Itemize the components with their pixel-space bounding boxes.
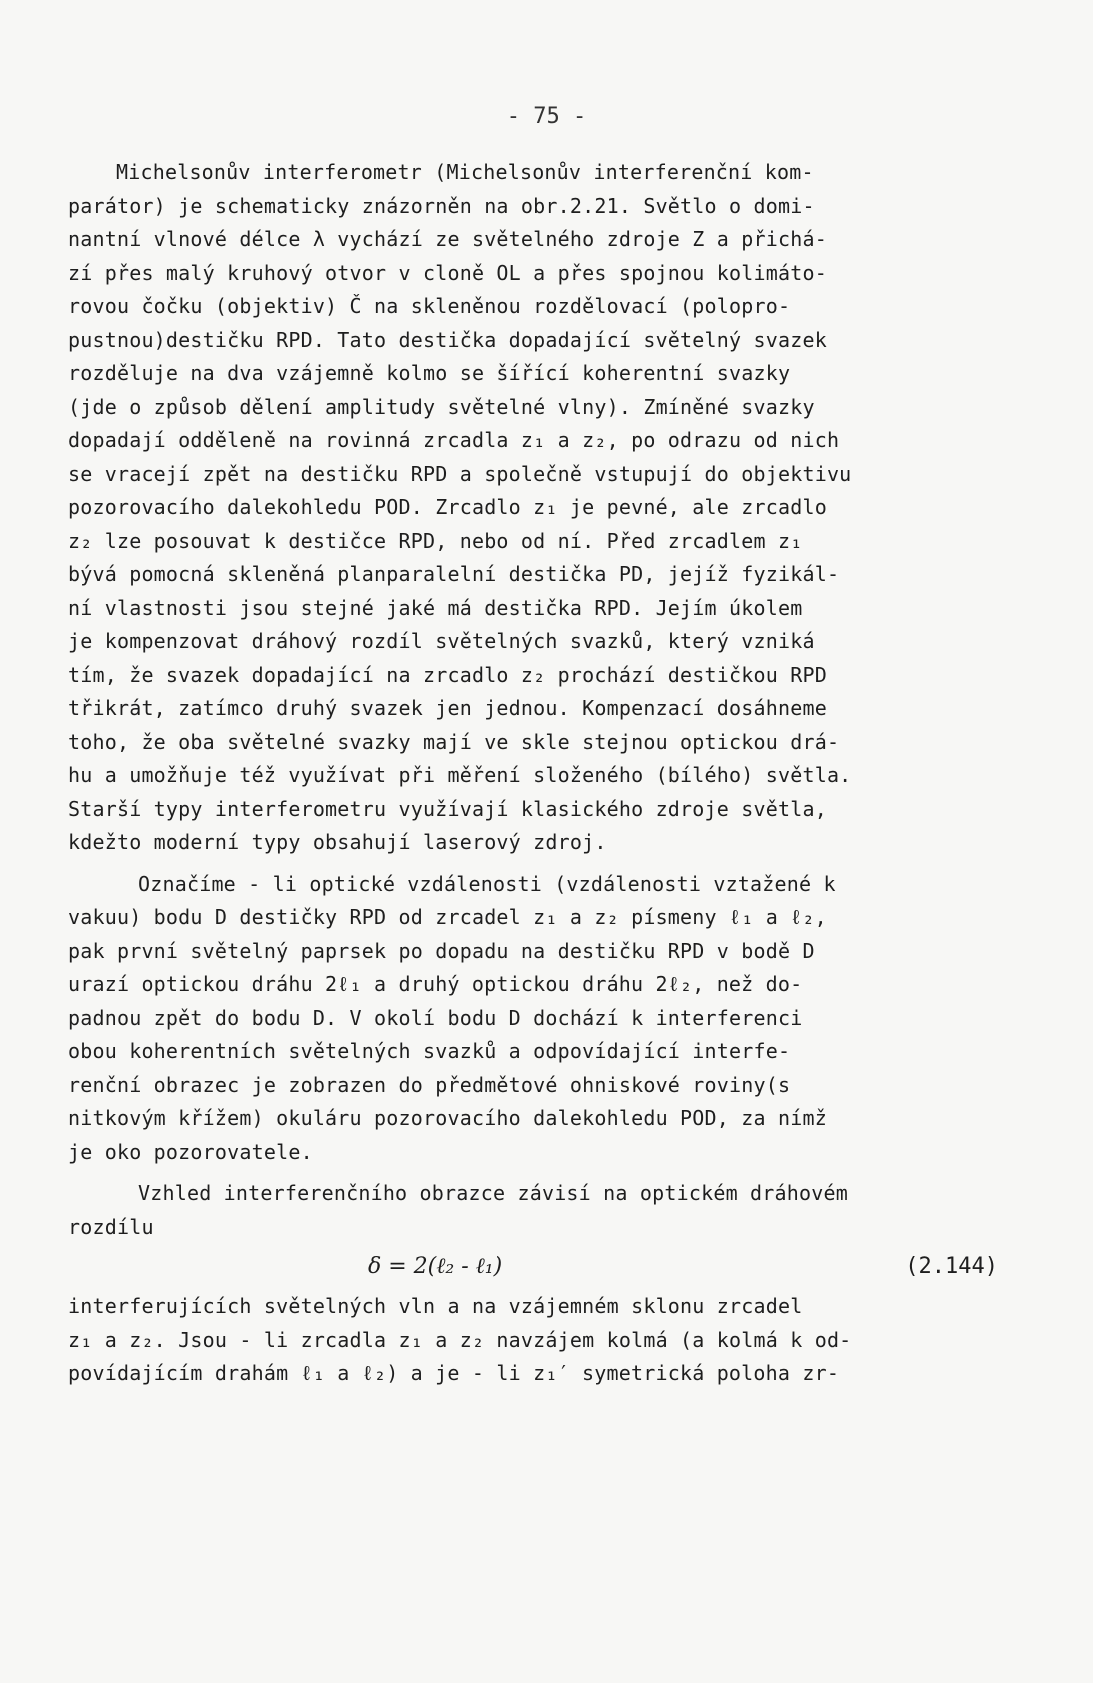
text-line: toho, že oba světelné svazky mají ve skle stejnou optickou drá- <box>68 729 840 754</box>
text-line: nitkovým křížem) okuláru pozorovacího dalekohledu POD, za nímž <box>68 1106 827 1130</box>
equation-number: (2.144) <box>905 1254 998 1279</box>
text-line: rozděluje na dva vzájemně kolmo se šířící koherentní svazky <box>68 361 791 385</box>
text-line: ní vlastnosti jsou stejné jaké má destička RPD. Jejím úkolem <box>68 595 803 620</box>
text-line: Michelsonův interferometr (Michelsonův interferenční kom- <box>116 160 814 184</box>
text-line: je oko pozorovatele. <box>68 1139 313 1164</box>
text-line: zí přes malý kruhový otvor v cloně OL a přes spojnou kolimáto- <box>68 260 827 285</box>
text-line: parátor) je schematicky znázorněn na obr.2.21. Světlo o domi- <box>68 193 815 218</box>
text-line: rozdílu <box>68 1214 154 1239</box>
text-line: kdežto moderní typy obsahují laserový zdroj. <box>68 830 607 854</box>
text-line: vakuu) bodu D destičky RPD od zrcadel z₁ a z₂ písmeny ℓ₁ a ℓ₂, <box>68 905 827 929</box>
text-line: z₁ a z₂. Jsou - li zrcadla z₁ a z₂ navzájem kolmá (a kolmá k od- <box>68 1327 852 1352</box>
equation-formula: δ = 2(ℓ₂ - ℓ₁) <box>368 1254 503 1279</box>
text-line: třikrát, zatímco druhý svazek jen jednou. Kompenzací dosáhneme <box>68 696 827 720</box>
text-line: Vzhled interferenčního obrazce závisí na optickém dráhovém <box>138 1181 848 1205</box>
text-line: obou koherentních světelných svazků a odpovídající interfe- <box>68 1039 791 1063</box>
paragraph-gap <box>68 860 1028 868</box>
text-line: z₂ lze posouvat k destičce RPD, nebo od ní. Před zrcadlem z₁ <box>68 528 803 553</box>
text-line: padnou zpět do bodu D. V okolí bodu D dochází k interferenci <box>68 1005 803 1030</box>
text-line: se vracejí zpět na destičku RPD a společně vstupují do objektivu <box>68 461 852 486</box>
page-number: - 75 - <box>506 104 587 129</box>
text-line: rovou čočku (objektiv) Č na skleněnou rozdělovací (polopro- <box>68 294 791 318</box>
text-line: interferujících světelných vln a na vzájemném sklonu zrcadel <box>68 1294 803 1318</box>
text-line: hu a umožňuje též využívat při měření složeného (bílého) světla. <box>68 763 852 787</box>
text-line: Starší typy interferometru využívají klasického zdroje světla, <box>68 796 827 821</box>
text-line: (jde o způsob dělení amplitudy světelné vlny). Zmíněné svazky <box>68 394 815 419</box>
text-line: povídajícím drahám ℓ₁ a ℓ₂) a je - li z₁′ symetrická poloha zr- <box>68 1361 840 1385</box>
text-line: pak první světelný paprsek po dopadu na destičku RPD v bodě D <box>68 938 815 963</box>
text-line: bývá pomocná skleněná planparalelní destička PD, jejíž fyzikál- <box>68 562 840 586</box>
text-line: pustnou)destičku RPD. Tato destička dopadající světelný svazek <box>68 327 827 352</box>
text-line: pozorovacího dalekohledu POD. Zrcadlo z₁ je pevné, ale zrcadlo <box>68 495 827 519</box>
text-line: urazí optickou dráhu 2ℓ₁ a druhý optickou dráhu 2ℓ₂, než do- <box>68 972 803 996</box>
paragraph-gap <box>68 1169 1028 1177</box>
text-line: renční obrazec je zobrazen do předmětové ohniskové roviny(s <box>68 1072 791 1097</box>
equation-2-144 <box>68 1244 1028 1290</box>
text-line: tím, že svazek dopadající na zrcadlo z₂ prochází destičkou RPD <box>68 662 827 687</box>
text-line: dopadají odděleně na rovinná zrcadla z₁ a z₂, po odrazu od nich <box>68 428 840 452</box>
text-line: nantní vlnové délce λ vychází ze světelného zdroje Z a přichá- <box>68 227 827 251</box>
body-text <box>68 156 1028 1391</box>
text-line: Označíme - li optické vzdálenosti (vzdálenosti vztažené k <box>138 871 836 896</box>
text-line: je kompenzovat dráhový rozdíl světelných svazků, který vzniká <box>68 629 815 653</box>
